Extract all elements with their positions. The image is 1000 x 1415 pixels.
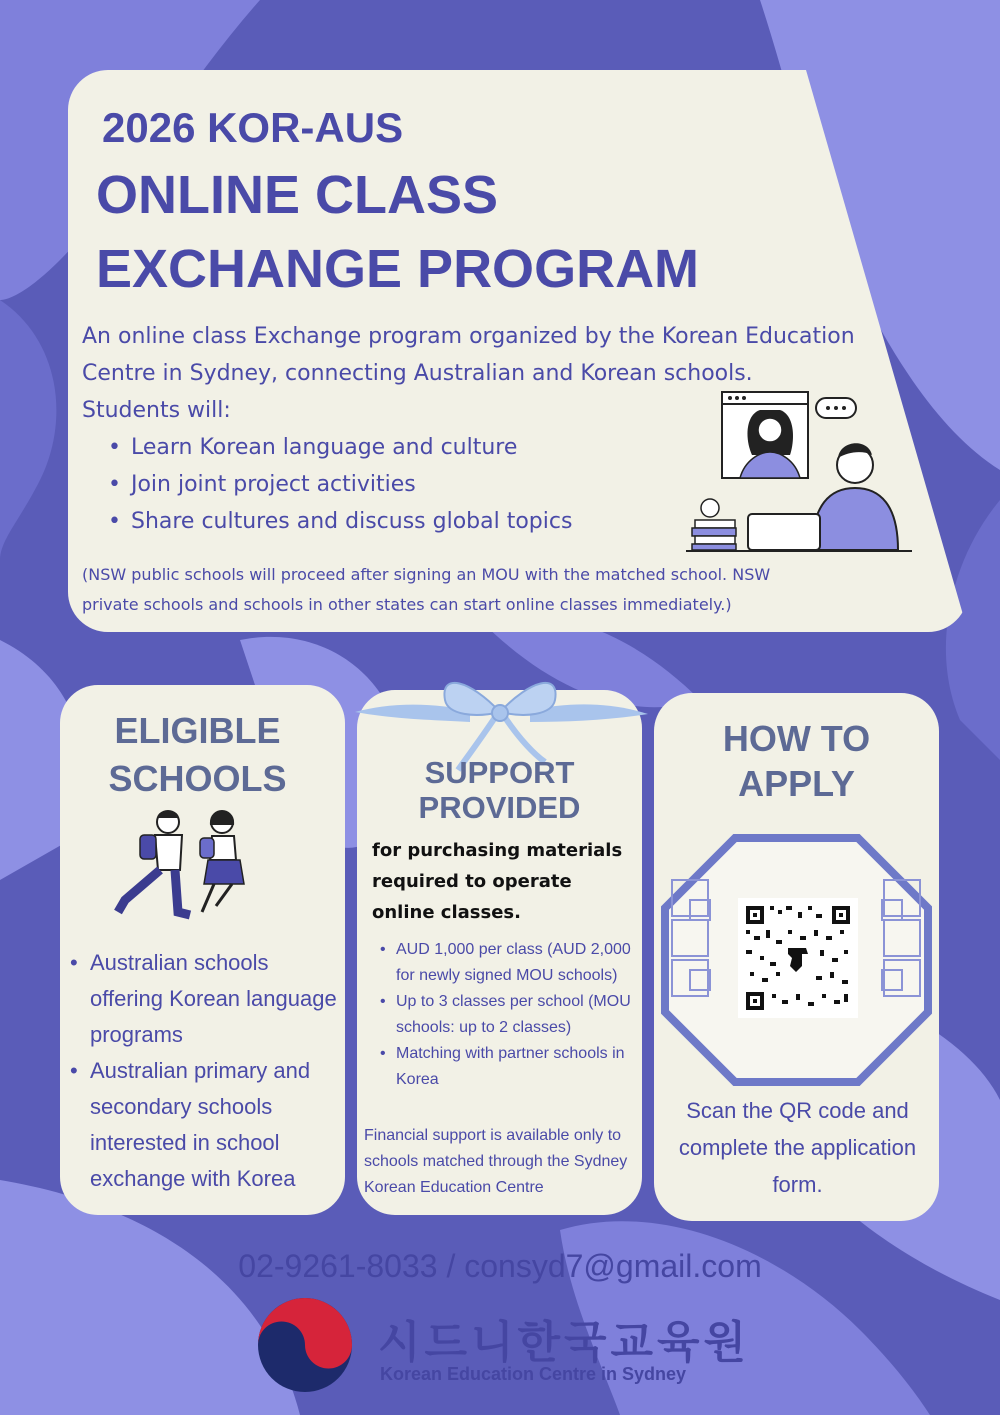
eligible-title-line2: SCHOOLS: [108, 758, 287, 799]
list-item: • Matching with partner schools in Korea: [378, 1041, 643, 1093]
list-item: • Join joint project activities: [108, 466, 572, 503]
list-item: • Learn Korean language and culture: [108, 429, 572, 466]
intro-line: Centre in Sydney, connecting Australian and Korean schools.: [82, 361, 753, 386]
support-title-line1: SUPPORT: [424, 755, 575, 790]
support-title-line2: PROVIDED: [418, 790, 581, 825]
list-item: • Australian schools offering Korean language programs: [70, 945, 345, 1053]
title-line-online-class: ONLINE CLASS: [96, 165, 499, 225]
list-item: • Australian primary and secondary schools interested in school exchange with Korea: [70, 1053, 345, 1197]
title-year: 2026 KOR-AUS: [102, 104, 404, 151]
logo-english-name: Korean Education Centre in Sydney: [380, 1364, 687, 1384]
logo-korean-name: 시드니한국교육원: [378, 1318, 751, 1367]
apply-instructions: Scan the QR code and complete the application form.: [678, 1098, 917, 1197]
eligible-list: [70, 945, 345, 1197]
list-item: • Up to 3 classes per school (MOU schools: up to 2 classes): [378, 989, 643, 1041]
student-benefits-list: [108, 429, 572, 540]
list-item: • AUD 1,000 per class (AUD 2,000 for newly signed MOU schools): [378, 937, 643, 989]
intro-text: [82, 318, 882, 429]
apply-title-line2: APPLY: [738, 763, 855, 804]
note-line: (NSW public schools will proceed after signing an MOU with the matched school. NSW: [82, 565, 771, 584]
title-line-exchange-program: EXCHANGE PROGRAM: [96, 239, 700, 299]
contact-info: 02-9261-8033 / consyd7@gmail.com: [238, 1248, 762, 1284]
apply-title-line1: HOW TO: [722, 718, 871, 759]
support-intro: for purchasing materials required to operate online classes.: [372, 840, 623, 923]
intro-line: An online class Exchange program organized by the Korean Education: [82, 324, 855, 349]
note-line: private schools and schools in other states can start online classes immediately.): [82, 595, 732, 614]
list-item: • Share cultures and discuss global topics: [108, 503, 572, 540]
support-list: [378, 937, 643, 1093]
intro-line: Students will:: [82, 398, 231, 423]
support-note: Financial support is available only to schools matched through the Sydney Korean Education Centre: [364, 1127, 628, 1196]
eligible-title-line1: ELIGIBLE: [114, 710, 281, 751]
nsw-note: [82, 560, 922, 620]
